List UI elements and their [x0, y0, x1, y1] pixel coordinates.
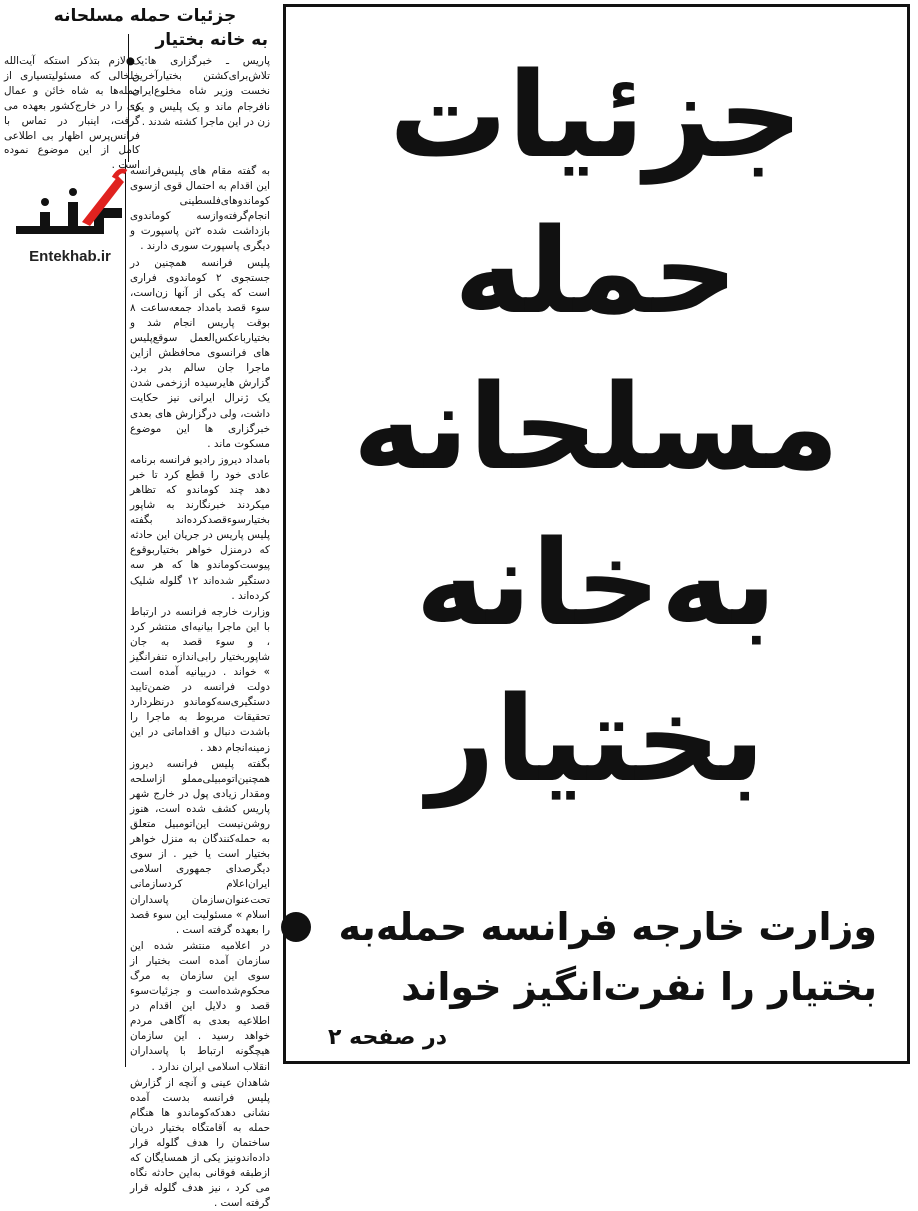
left-article-column [4, 4, 276, 1210]
main-headline-line: جزئیات [389, 46, 803, 184]
article-paragraph: شاهدان عینی و آنچه از گزارش پلیس فرانسه بدست آمده نشانی‌ دهدکه‌کوماندو ها هنگام حمله به آقامتگاه بختیار دربان ساختمان را هدف گلوله قرار داده‌اند‌ونیز یکی از همسایگان که ازطبقه فوقانی به‌این حادثه نگاه می کرد ، نیز هدف گلوله قرار گرفته است . [130, 1076, 270, 1210]
article-column-right-body [130, 164, 271, 1210]
main-headline-line: حمله [454, 202, 738, 340]
main-headline-line: مسلحانه [352, 358, 840, 496]
article-headline [16, 4, 274, 52]
sub-headline-row-2 [307, 957, 877, 1017]
article-paragraph: پلیس فرانسه همچنین در جستجوی ۲ کوماندوی فراری است که یکی از آنها زن‌است، سوء قصد بامداد جمعه‌ساعت ۸ بوقت پاریس انجام شد و بختیار‌باعکس‌العمل سوقع‌پلیس های فرانسوی محافظش ازاین ماجرا جان سالم بدر برد. گزارش هایرسیده اززخمی شدن یک ژنرال ایرانی نیز حکایت داشت، ولی درگزارش های بعدی خبرگزاری ها این موضوع مسکوت ماند . [130, 256, 271, 450]
main-headline [306, 37, 886, 817]
article-paragraph: به گفته مقام های پلیس‌فرانسه این اقدام به احتمال قوی ازسوی کوماندو‌های‌فلسطینی انجام‌گرفته‌واز‌سه کوماندوی بازداشت شده ۲تن پاسپورت و دیگری پاسپورت سوری دارند . [130, 165, 270, 253]
entekhab-url: Entekhab.ir [29, 248, 111, 265]
article-paragraph: ● لازم بتذکر استکه آیت‌الله خلخالی که مسئولیتسیاری از حمله‌ها به شاه خائن و عمال وی را در خارج‌کشور بعهده می گرفت، اینبار در تماس با فرانس‌پرس اظهار بی اطلاعی کامل از این موضوع نموده است . [4, 54, 140, 173]
sub-headline-line-1: وزارت خارجه فرانسه حمله‌به [338, 905, 877, 949]
main-headline-box [283, 4, 910, 1064]
main-headline-line: بختیار [427, 670, 765, 808]
column-divider [125, 159, 126, 1067]
article-column-left [4, 54, 140, 174]
page-reference: در صفحه ۲ [328, 1025, 448, 1050]
sub-headline-line-2: بختیار را نفرت‌انگیز خواند [401, 965, 877, 1009]
article-lead-paragraph: پاریس ـ خبرگزاری ها:یک تلاش‌برای‌کشتن بختیار‌آخرین نخست وزیر شاه مخلوع‌ایران نافرجام ماند و یک پلیس و یک زن در این ماجرا کشته شدند . [132, 55, 270, 128]
article-paragraph: در اعلامیه منتشر شده این سازمان آمده است بختیار از سوی این سازمان به مرگ محکوم‌شده‌است و جزئیات‌سوء قصد و دلایل این اقدام در اطلاعیه بعدی به آگاهی مردم خواهد رسید . این سازمان هیچگونه ارتباط با پاسداران انقلاب اسلامی ایران ندارد . [130, 939, 270, 1073]
entekhab-logo-mark [10, 164, 128, 244]
article-headline-line-2: به خانه بختیار [155, 30, 268, 50]
sub-headline [307, 897, 877, 1017]
article-headline-line-1: جزئیات حمله مسلحانه [53, 6, 237, 26]
main-headline-line: به‌خانه [415, 514, 777, 652]
article-paragraph: بگفته پلیس فرانسه دیروز همچنین‌اتومبیلی‌مملو ازاسلحه ومقدار زیادی پول در خارج شهر پاریس کشف شده است، هنوز روشن‌نیست این‌اتومبیل متعلق به حمله‌کنندگان به منزل خواهر بختیار است یا خیر . از سوی دیگرصدای جمهوری اسلامی ایران‌اعلام کردسازمانی تحت‌عنوان‌سازمان پاسداران اسلام » مسئولیت این سوء قصد را بعهده گرفته است . [130, 757, 270, 936]
bullet-icon [281, 912, 311, 942]
sub-headline-row-1 [307, 897, 877, 957]
article-paragraph: وزارت خارجه فرانسه در ارتباط با این ماجرا بیانیه‌ای منتشر کرد ، و سوء قصد به جان شاپور‌بختیار را‌بی‌اندازه تنفر‌انگیز » خواند . دربیانیه آمده است دولت فرانسه در ضمن‌تایید دستگیری‌سه‌کوماندو درنظردارد تحقیقات مربوط به ماجرا را باشدت دنبال و اقداماتی در این زمینه‌انجام دهد . [130, 605, 270, 754]
article-column-right-intro [132, 54, 270, 131]
article-paragraph: بامداد دیروز رادیو فرانسه برنامه عادی خود را قطع کرد تا خبر دهد چند کوماندو که تظاهر میکردند خبرنگارند به شاپور بختیار‌سوء‌قصدکرده‌اند بگفته پلیس پاریس در جریان این حادثه که درمنزل خواهر بختیار‌بوقوع پیوست‌کوماندو ها که هر سه دستگیر شده‌اند ۱۲ گلوله شلیک کرده‌اند . [130, 453, 270, 602]
